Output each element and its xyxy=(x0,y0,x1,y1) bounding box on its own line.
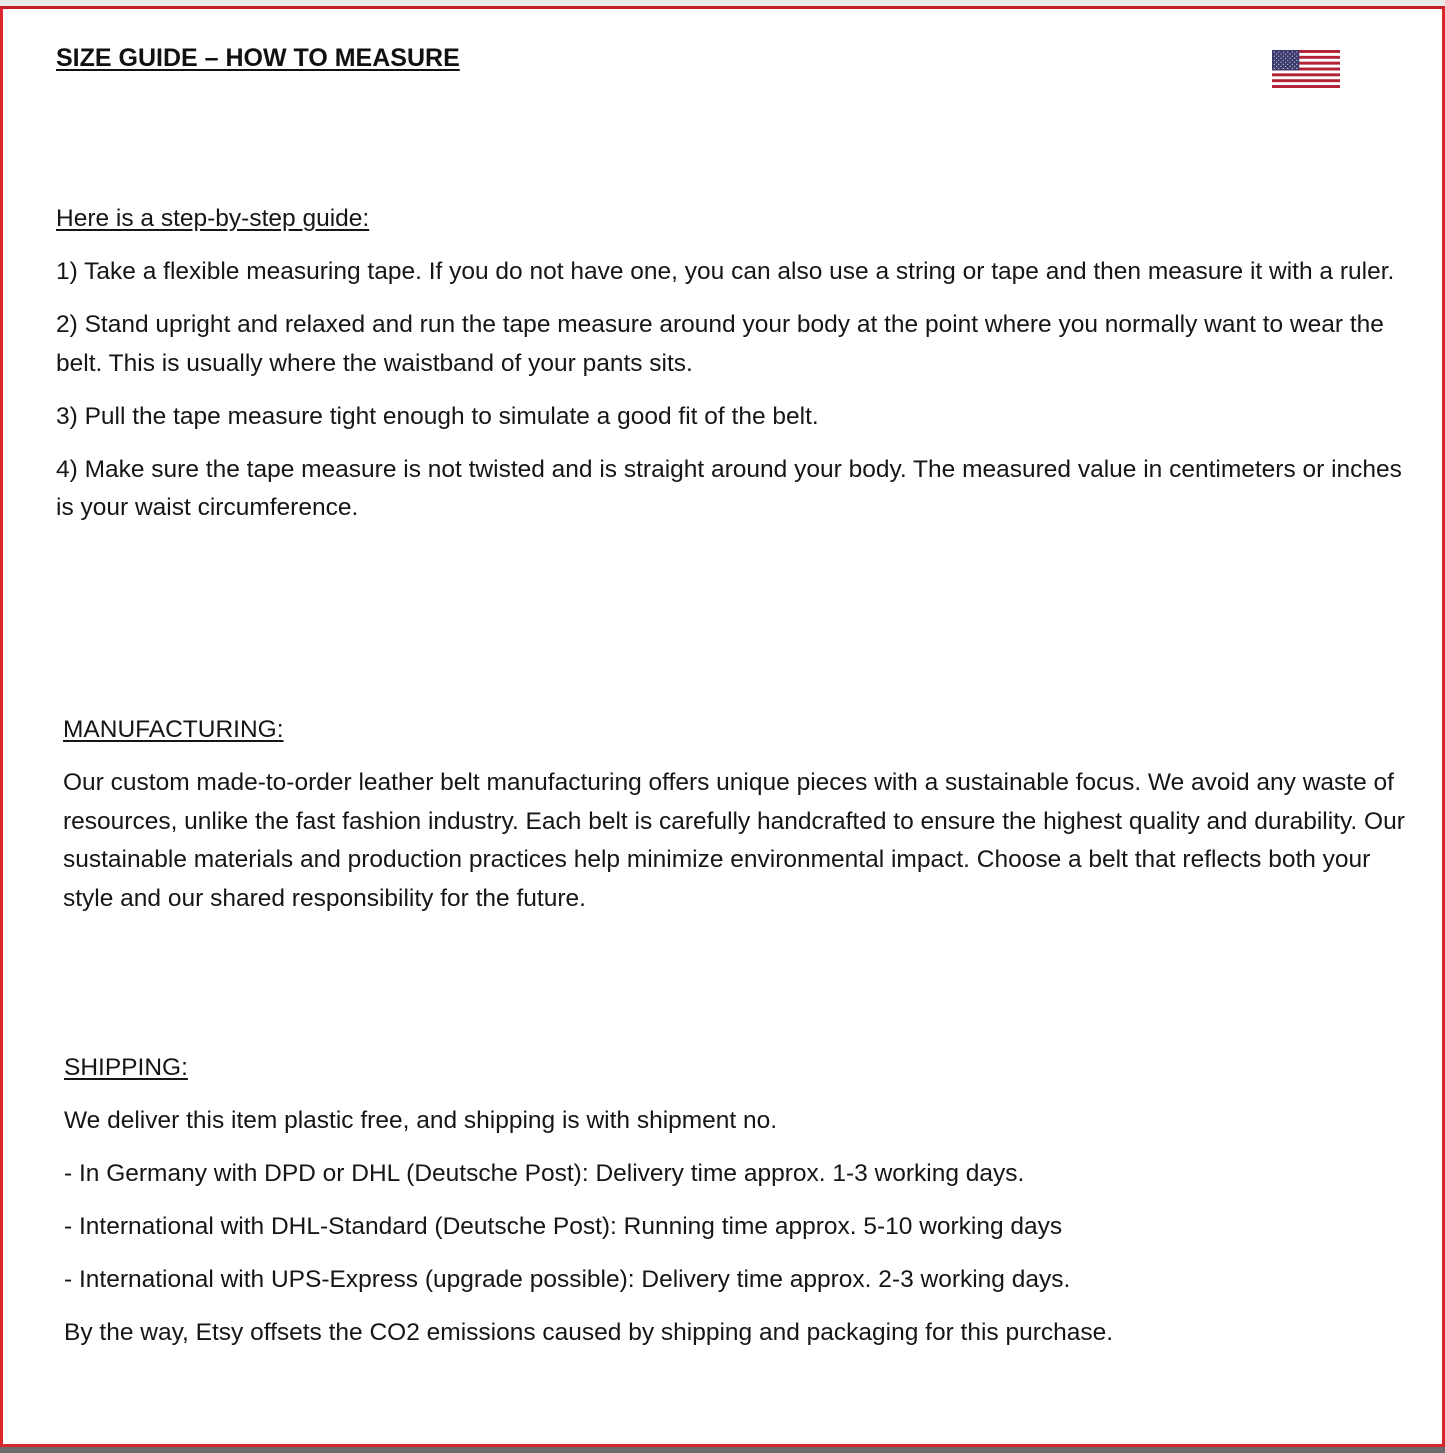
us-flag-icon xyxy=(1272,50,1340,88)
shipping-line: - International with UPS-Express (upgrade possible): Delivery time approx. 2-3 working days. xyxy=(64,1266,1071,1293)
shipping-heading: SHIPPING: xyxy=(64,1054,188,1081)
manufacturing-section xyxy=(63,711,1413,933)
guide-step: 2) Stand upright and relaxed and run the tape measure around your body at the point where you normally want to wear the belt. This is usually where the waistband of your pants sits. xyxy=(56,311,1384,377)
guide-heading: Here is a step-by-step guide: xyxy=(56,205,370,232)
guide-step: 4) Make sure the tape measure is not twisted and is straight around your body. The measured value in centimeters or inches is your waist circumference. xyxy=(56,455,1402,521)
shipping-line: We deliver this item plastic free, and shipping is with shipment no. xyxy=(64,1107,778,1134)
shipping-section xyxy=(64,1049,1414,1367)
measuring-guide-section xyxy=(56,200,1406,542)
manufacturing-heading: MANUFACTURING: xyxy=(63,716,284,743)
guide-step: 3) Pull the tape measure tight enough to simulate a good fit of the belt. xyxy=(56,402,819,430)
page-title: SIZE GUIDE – HOW TO MEASURE xyxy=(56,44,460,72)
size-guide-page xyxy=(0,6,1445,1447)
manufacturing-text: Our custom made-to-order leather belt manufacturing offers unique pieces with a sustainable focus. We avoid any waste of resources, unlike the fast fashion industry. Each belt is carefully handcrafted to ensure the highest quality and durability. Our sustainable materials and production practices help minimize environmental impact. Choose a belt that reflects both your style and our shared responsibility for the future. xyxy=(63,769,1405,912)
shipping-line: By the way, Etsy offsets the CO2 emissions caused by shipping and packaging for this purchase. xyxy=(64,1319,1114,1346)
guide-step: 1) Take a flexible measuring tape. If you do not have one, you can also use a string or tape and then measure it with a ruler. xyxy=(56,258,1395,285)
shipping-line: - International with DHL-Standard (Deutsche Post): Running time approx. 5-10 working days xyxy=(64,1213,1063,1240)
shipping-line: - In Germany with DPD or DHL (Deutsche Post): Delivery time approx. 1-3 working days. xyxy=(64,1160,1025,1187)
